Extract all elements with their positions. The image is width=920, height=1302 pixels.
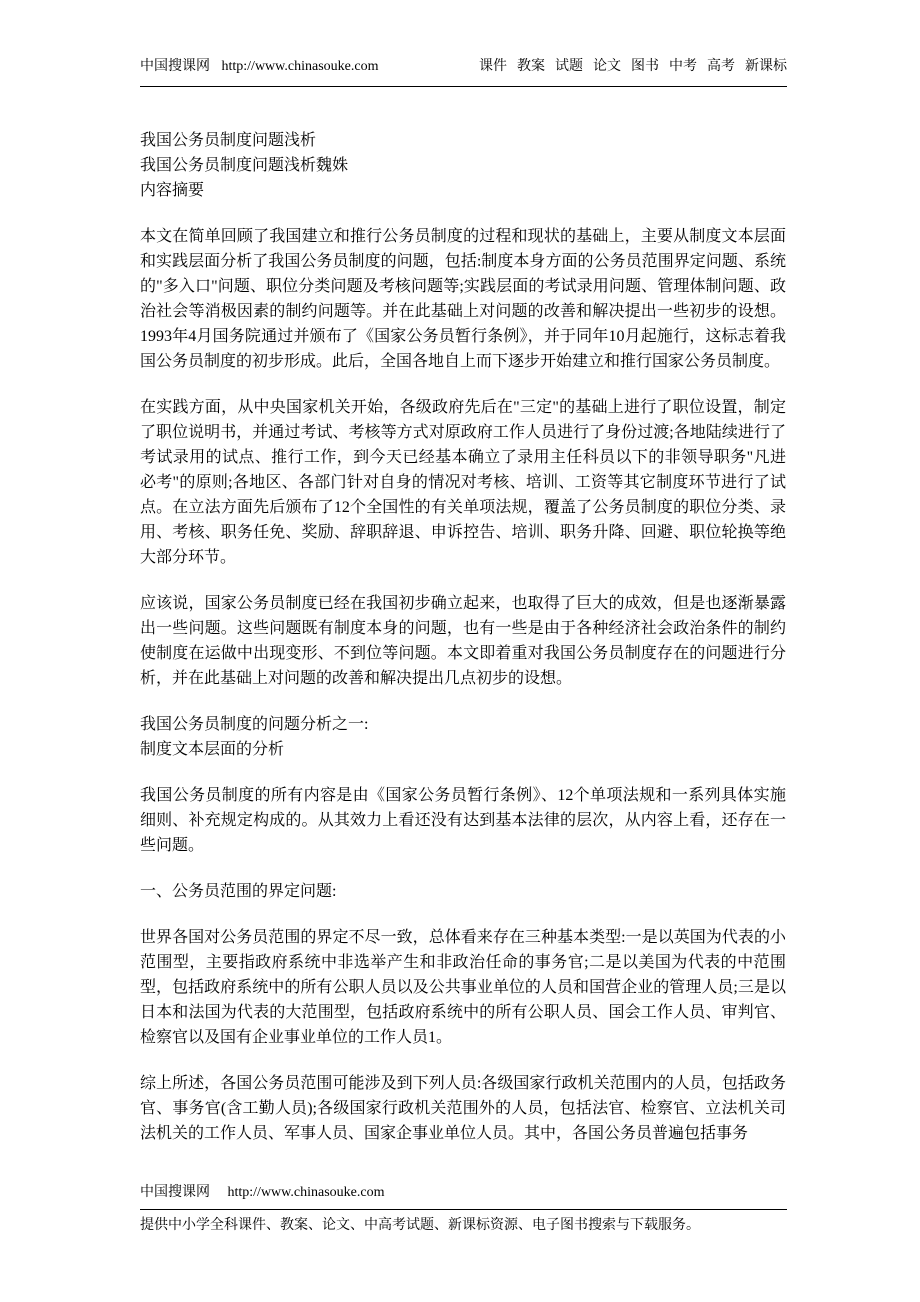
document-header — [140, 58, 787, 87]
paragraph-system-content: 我国公务员制度的所有内容是由《国家公务员暂行条例》、12个单项法规和一系列具体实施细则、补充规定构成的。从其效力上看还没有达到基本法律的层次，从内容上看，还存在一些问题。 — [140, 787, 786, 854]
abstract-label: 内容摘要 — [140, 182, 205, 199]
section1-heading-line2: 制度文本层面的分析 — [140, 741, 285, 758]
paragraph-practice-overview: 在实践方面，从中央国家机关开始，各级政府先后在"三定"的基础上进行了职位设置，制定了职位说明书，并通过考试、考核等方式对原政府工作人员进行了身份过渡;各地陆续进行了考试录用的试点、推行工作，到今天已经基本确立了录用主任科员以下的非领导职务"凡进必考"的原则;各地区、各部门针对自身的情况对考核、培训、工资等其它制度环节进行了试点。在立法方面先后颁布了12个全国性的有关单项法规，覆盖了公务员制度的职位分类、录用、考核、职务任免、奖励、辞职辞退、申诉控告、培训、职务升降、回避、职位轮换等绝大部分环节。 — [140, 399, 786, 566]
nav-item-lesson-plans: 教案 — [517, 59, 545, 74]
footer-site-url: http://www.chinasouke.com — [227, 1185, 385, 1200]
paragraph-abstract: 本文在简单回顾了我国建立和推行公务员制度的过程和现状的基础上，主要从制度文本层面和实践层面分析了我国公务员制度的问题，包括:制度本身方面的公务员范围界定问题、系统的"多入口"问题、职位分类问题及考核问题等;实践层面的考试录用问题、管理体制问题、政治社会等消极因素的制约问题等。并在此基础上对问题的改善和解决提出一些初步的设想。1993年4月国务院通过并颁布了《国家公务员暂行条例》，并于同年10月起施行，这标志着我国公务员制度的初步形成。此后，全国各地自上而下逐步开始建立和推行国家公务员制度。 — [140, 228, 786, 370]
header-site-name: 中国搜课网 — [140, 59, 210, 74]
nav-item-gaokao: 高考 — [707, 59, 735, 74]
nav-item-essays: 论文 — [593, 59, 621, 74]
nav-item-test-papers: 试题 — [555, 59, 583, 74]
subsection1-heading: 一、公务员范围的界定问题: — [140, 883, 337, 900]
paragraph-problems-summary: 应该说，国家公务员制度已经在我国初步确立起来，也取得了巨大的成效，但是也逐渐暴露出一些问题。这些问题既有制度本身的问题，也有一些是由于各种经济社会政治条件的制约使制度在运做中出现变形、不到位等问题。本文即着重对我国公务员制度存在的问题进行分析，并在此基础上对问题的改善和解决提出几点初步的设想。 — [140, 595, 786, 687]
header-site-url: http://www.chinasouke.com — [221, 59, 379, 74]
document-footer — [140, 1184, 787, 1235]
footer-site-info — [140, 1184, 787, 1210]
paragraph-scope-summary: 综上所述，各国公务员范围可能涉及到下列人员:各级国家行政机关范围内的人员，包括政务官、事务官(含工勤人员);各级国家行政机关范围外的人员，包括法官、检察官、立法机关司法机关的工作人员、军事人员、国家企事业单位人员。其中，各国公务员普遍包括事务 — [140, 1075, 786, 1142]
document-title-author: 我国公务员制度问题浅析魏姝 — [140, 157, 349, 174]
document-content — [140, 128, 786, 1178]
nav-item-zhongkao: 中考 — [669, 59, 697, 74]
section1-heading-line1: 我国公务员制度的问题分析之一: — [140, 716, 369, 733]
footer-description: 提供中小学全科课件、教案、论文、中高考试题、新课标资源、电子图书搜索与下载服务。 — [140, 1218, 700, 1233]
document-title: 我国公务员制度问题浅析 — [140, 132, 317, 149]
nav-item-books: 图书 — [631, 59, 659, 74]
nav-item-courseware: 课件 — [479, 59, 507, 74]
header-nav — [479, 58, 787, 76]
header-site-info — [140, 58, 378, 76]
nav-item-new-curriculum: 新课标 — [745, 59, 787, 74]
footer-site-name: 中国搜课网 — [140, 1185, 210, 1200]
paragraph-scope-types: 世界各国对公务员范围的界定不尽一致，总体看来存在三种基本类型:一是以英国为代表的小范围型，主要指政府系统中非选举产生和非政治任命的事务官;二是以美国为代表的中范围型，包括政府系统中的所有公职人员以及公共事业单位的人员和国营企业的管理人员;三是以日本和法国为代表的大范围型，包括政府系统中的所有公职人员、国会工作人员、审判官、检察官以及国有企业事业单位的工作人员1。 — [140, 929, 786, 1046]
